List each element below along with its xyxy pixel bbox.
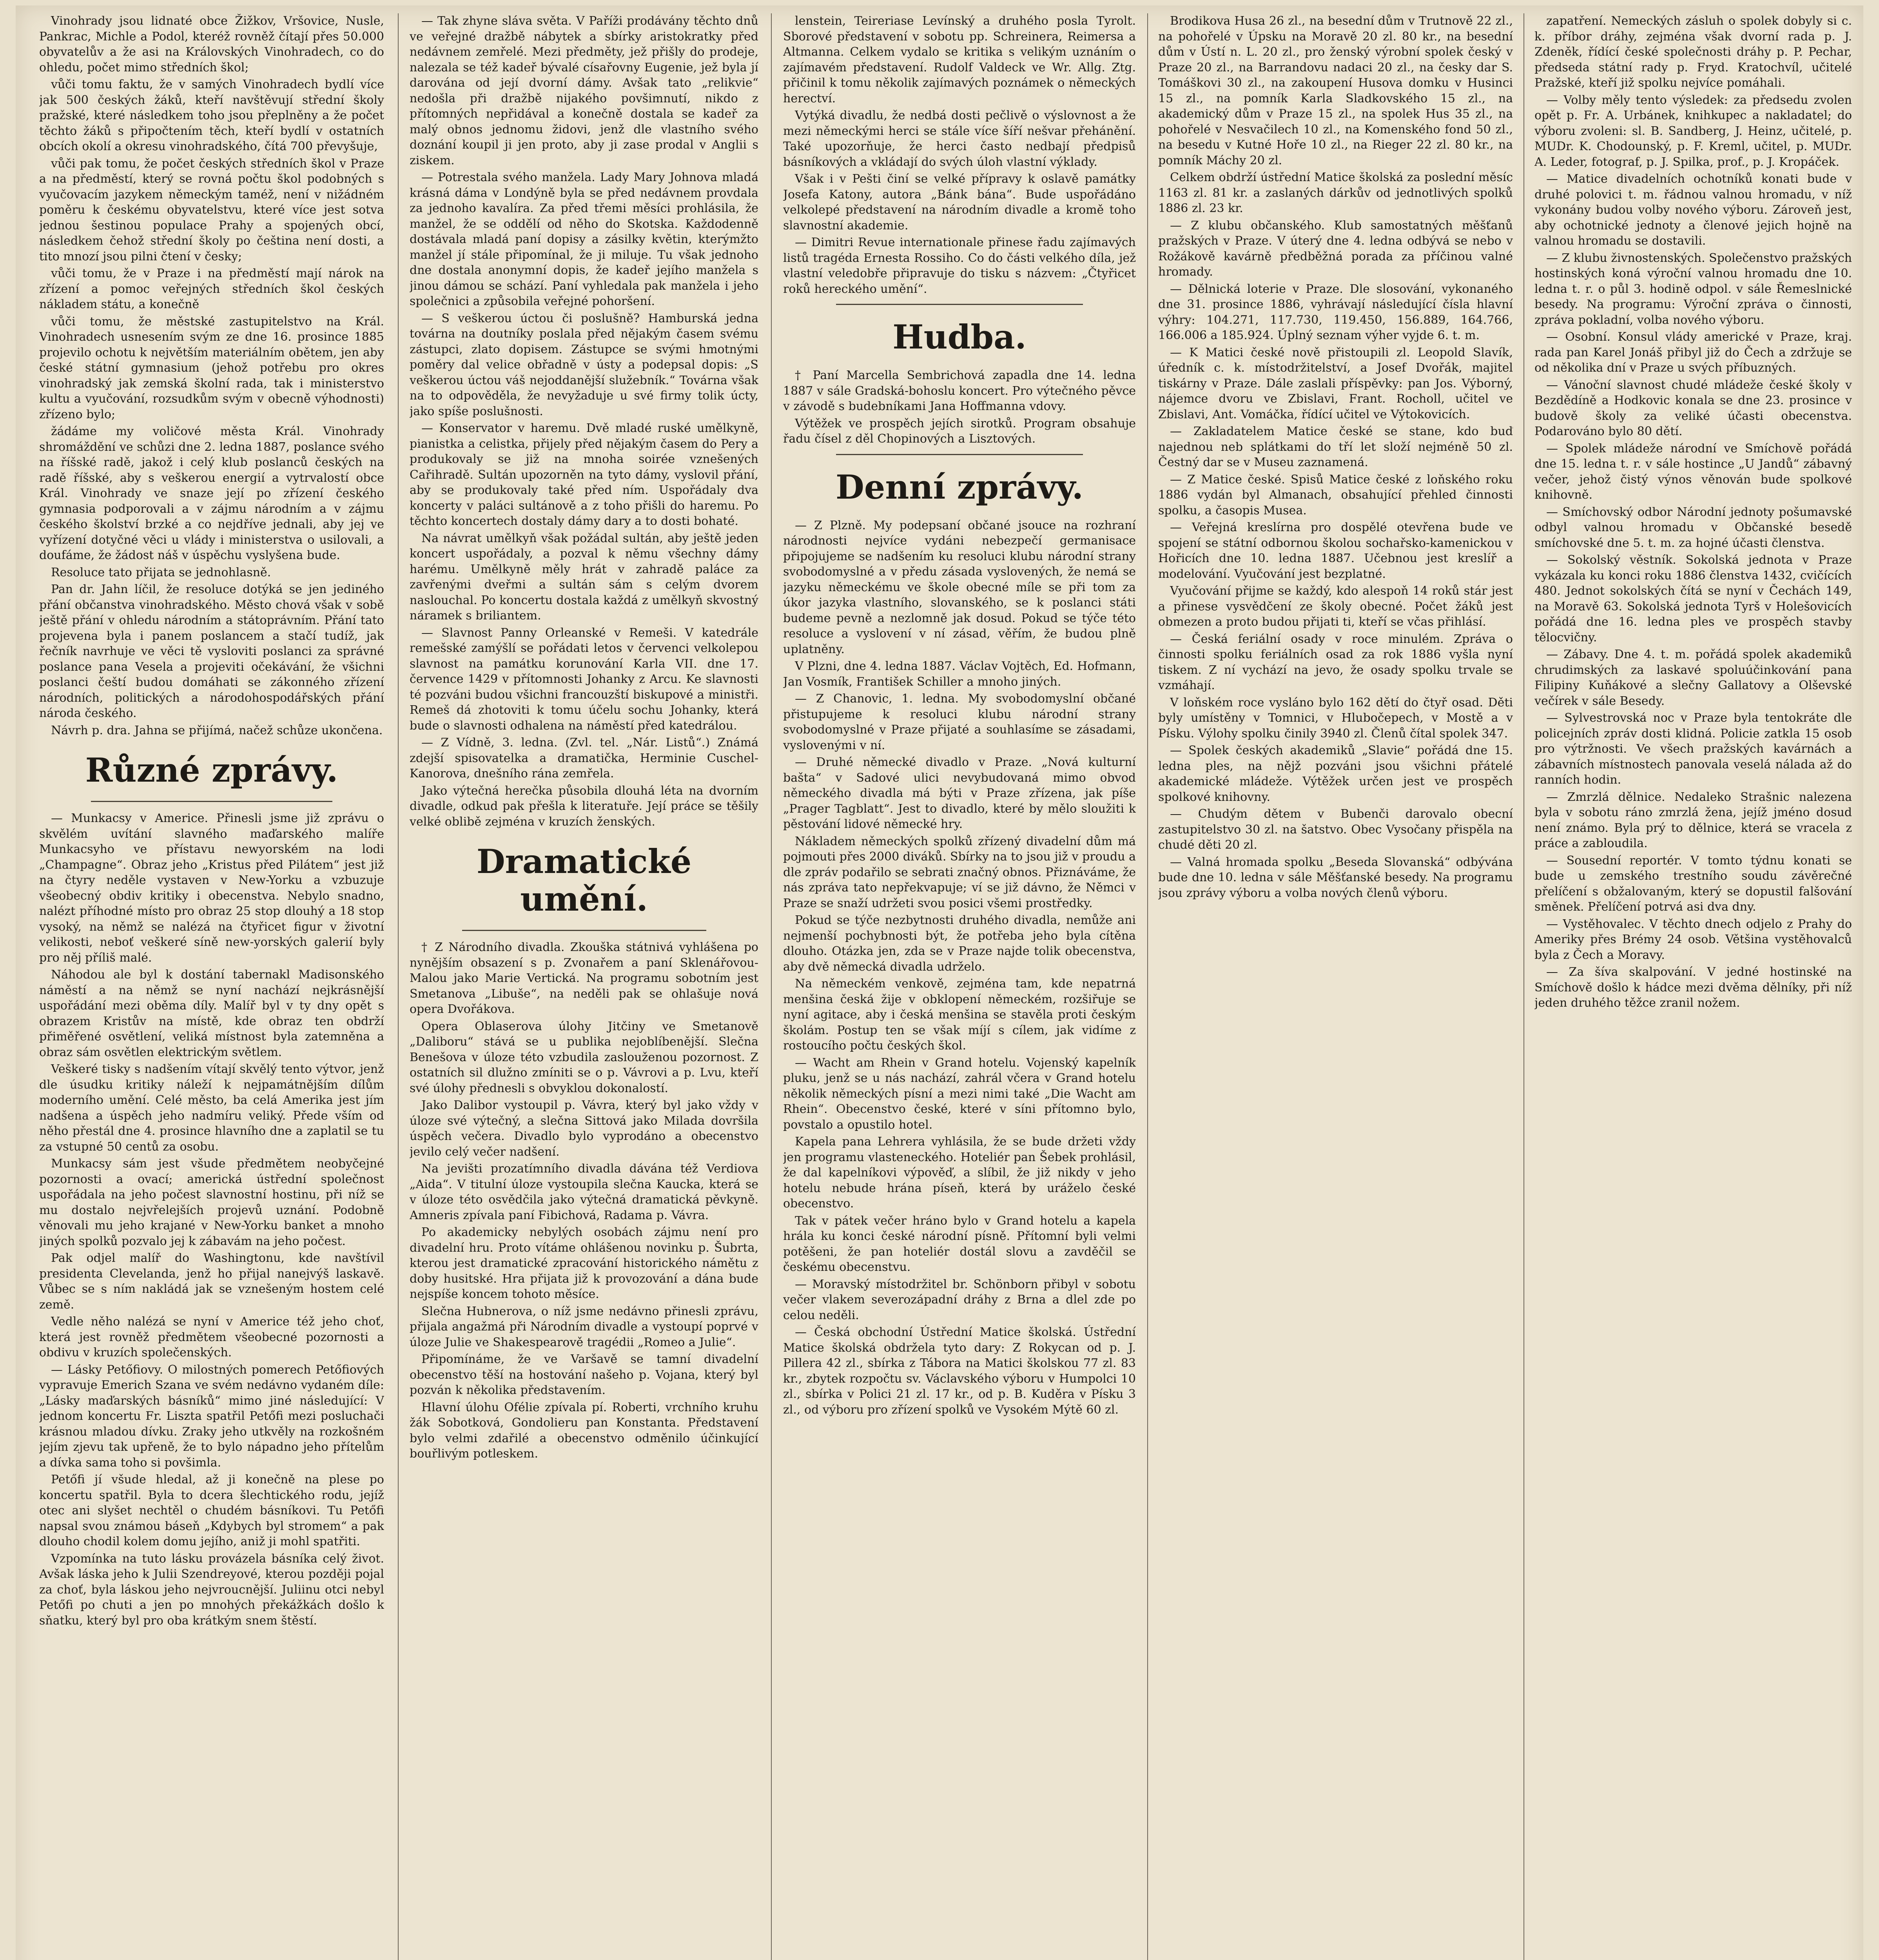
paragraph: Jako výtečná herečka působila dlouhá léta na dvorním divadle, odkud pak přešla k literatuře. Její práce se těšily velké oblibě zejména v kruzích ženských. bbox=[410, 784, 758, 829]
paragraph: Brodikova Husa 26 zl., na besední dům v Trutnově 22 zl., na pohořelé v Úpsku na Moravě 20 zl. 80 kr., na besední dům v Ústí n. L. 20 zl., pro ženský výrobní spolek český v Praze 20 zl., na Barrandovu nadaci 20 zl., na česky dar S. Tomáškovi 30 zl., na zakoupení Husova domku v Husinci 15 zl., na pomník Karla Sladkovského 15 zl., na akademický dům v Praze 15 zl., na spolek Hus 35 zl., na pohořelé v Nesvačilech 10 zl., na Komenského fond 50 zl., na besedu v Kutné Hoře 10 zl., na Rieger 22 zl. 80 kr., na pomník Máchy 20 zl. bbox=[1158, 14, 1513, 167]
paragraph: — Munkacsy v Americe. Přinesli jsme již zprávu o skvělém uvítání slavného maďarského malíře Munkacsyho ve přístavu newyorském na lodi „Champagne“. Obraz jeho „Kristus před Pilátem“ jest již na čtyry neděle vystaven v New-Yorku a vzbuzuje všeobecný obdiv kritiky i obecenstva. Nebylo snadno, nalézt příhodné místo pro obraz 25 stop dlouhý a 18 stop vysoký, na němž se nalézá na čtyřicet figur v životní velikosti, neboť veškeré síně new-yorských galerií byly pro něj příliš malé. bbox=[39, 811, 384, 965]
paragraph: — K Matici české nově přistoupili zl. Leopold Slavík, úředník c. k. místodržitelství, a Josef Dvořák, majitel tiskárny v Praze. Dále zaslali příspěvky: pan Jos. Výborný, nájemce dvoru ve Zbislavi, Frant. Rocholl, učitel ve Zbislavi, Ant. Vomáčka, řídící učitel ve Výtokovicích. bbox=[1158, 345, 1513, 421]
paragraph: — Zábavy. Dne 4. t. m. pořádá spolek akademiků chrudimských za laskavé spoluúčinkování pana Filipiny Kuňákové a slečny Gallatovy a Olševské večírek v sále Besedy. bbox=[1534, 648, 1852, 708]
paragraph: Veškeré tisky s nadšením vítají skvělý tento výtvor, jenž dle úsudku kritiky náleží k nejpamátnějším dílům moderního umění. Celé město, ba celá Amerika jest jím nadšena a úspěch jeho nadmíru veliký. Přede vším od něho přestál dne 4. prosince hlavního dne a zaplatil se tu za vstupné 50 centů za osobu. bbox=[39, 1062, 384, 1154]
paragraph: — Sousední reportér. V tomto týdnu konati se bude u zemského trestního soudu závěrečné přelíčení s obžalovaným, který se dopustil falšování směnek. Přelíčení potrvá asi dva dny. bbox=[1534, 853, 1852, 914]
paragraph: † Paní Marcella Sembrichová zapadla dne 14. ledna 1887 v sále Gradská-bohoslu koncert. Pro výtečného pěvce v závodě s budebníkami Jana Hoffmanna vdovy. bbox=[783, 368, 1136, 413]
paragraph: — Z klubu občanského. Klub samostatných měšťanů pražských v Praze. V úterý dne 4. ledna odbývá se nebo v Rožákově kavárně předběžná porada za příčinou valné hromady. bbox=[1158, 218, 1513, 279]
paragraph: vůči pak tomu, že počet českých středních škol v Praze a na předměstí, který se rovná počtu škol podobných s vyučovacím jazykem německým taméž, není v nižádném poměru k českému obyvatelstvu, které více jest sotva jednou šestinou populace Prahy a spojených obcí, následkem čehož střední školy po čeština není dosti, a tito mnozí jsou pilni čtení v česky; bbox=[39, 156, 384, 263]
paragraph: — Česká obchodní Ústřední Matice školská. Ústřední Matice školská obdržela tyto dary: Z Rokycan od p. J. Pillera 42 zl., sbírka z Tábora na Matici školskou 77 zl. 83 kr., zbytek rozpočtu sv. Václavského výboru v Humpolci 10 zl., sbírka v Polici 21 zl. 17 kr., od p. B. Kuděra v Písku 3 zl., od výboru pro zřízení spolků ve Vysokém Mýtě 60 zl. bbox=[783, 1325, 1136, 1417]
paragraph: — Z Chanovic, 1. ledna. My svobodomyslní občané přistupujeme k resoluci klubu národní strany svobodomyslné v Praze přijaté a souhlasíme se zásadami, vyslovenými v ní. bbox=[783, 692, 1136, 752]
section-heading-ruzne-zpravy: Různé zprávy. bbox=[85, 751, 338, 789]
paragraph: Návrh p. dra. Jahna se přijímá, načež schůze ukončena. bbox=[51, 723, 383, 737]
paragraph: Náhodou ale byl k dostání tabernakl Madisonského náměstí a na němž se nyní nachází nejkrásnější uspořádání mezi oběma díly. Malíř byl v ty dny opět s obrazem Kristův na místě, kde obraz ten obdrží přiměřené osvětlení, veliká místnost byla zatemněna a obraz sám osvětlen elektrickým světlem. bbox=[39, 968, 384, 1059]
paragraph: — Potrestala svého manžela. Lady Mary Johnova mladá krásná dáma v Londýně byla se před nedávnem provdala za jednoho kavalíra. Za před třemi měsíci prohlásila, že manžel, že se oddělí od něho do Skotska. Každodenně dostávala mladá paní dopisy a zásilky květin, kterýmžto manžel jí stále připomínal, že ji miluje. Tu však jednoho dne dostala anonymní dopis, že kadeř jejího manžela s jinou dámou se schází. Paní vyhledala pak manžela i jeho společnici a způsobila veřejné pohoršení. bbox=[410, 171, 758, 308]
paragraph: — Wacht am Rhein v Grand hotelu. Vojenský kapelník pluku, jenž se u nás nachází, zahrál včera v Grand hotelu několik německých písní a mezi nimi také „Die Wacht am Rhein“. Obecenstvo české, které v síni přítomno bylo, povstalo a opustilo hotel. bbox=[783, 1056, 1136, 1132]
paragraph: Kapela pana Lehrera vyhlásila, že se bude držeti vždy jen programu vlasteneckého. Hoteliér pan Šebek prohlásil, že dal kapelníkovi výpověď, a slíbil, že již nikdy v jeho hotelu nebude hrána píseň, která by uráželo české obecenstvo. bbox=[783, 1135, 1136, 1210]
paragraph: žádáme my voličové města Král. Vinohrady shromáždění ve schůzi dne 2. ledna 1887, poslance svého na říšské radě, jakož i celý klub poslanců českých na radě říšské, aby s veškerou energií a vytrvalostí obce Král. Vinohrady ve snaze její po zřízení českého gymnasia podporovali a v zájmu národním a v zájmu českého školství brzké a co nejdříve jednali, aby jej ve vyřízení dotyčné věci u vlády i ministerstva o usilovali, a doufáme, že žádost náš v úspěchu vyslyšena bude. bbox=[39, 425, 384, 562]
paragraph: — Sokolský věstník. Sokolská jednota v Praze vykázala ku konci roku 1886 členstva 1432, cvičících 480. Jednot sokolských čítá se nyní v Čechách 149, na Moravě 63. Sokolská jednota Tyrš v Holešovicích pořádá dne 16. ledna ples ve prospěch stavby tělocvičny. bbox=[1534, 553, 1852, 644]
paragraph: — Konservator v haremu. Dvě mladé ruské umělkyně, pianistka a celistka, přijely před nějakým časem do Pery a produkovaly se již na mnoha soirée vznešených Cařihradě. Sultán upozorněn na tyto dámy, vyslovil přání, aby se produkovaly také před ním. Uspořádaly dva koncerty v paláci sultánově a z toho přišli do haremu. Po těchto koncertech dostaly dámy dary a to dosti bohaté. bbox=[410, 421, 758, 528]
paragraph: — Matice divadelních ochotníků konati bude v druhé polovici t. m. řádnou valnou hromadu, v níž vykonány budou volby nového výboru. Zároveň jest, aby ochotnické jednoty a členové jejich hojně na valnou hromadu se dostavili. bbox=[1534, 172, 1852, 248]
paragraph: — Zmrzlá dělnice. Nedaleko Strašnic nalezena byla v sobotu ráno zmrzlá žena, jejíž jméno dosud není známo. Byla prý to dělnice, která se vracela z práce a zabloudila. bbox=[1534, 790, 1852, 850]
divider bbox=[836, 304, 1083, 305]
paragraph: Výtěžek ve prospěch jejích sirotků. Program obsahuje řadu čísel z děl Chopinových a Lisztových. bbox=[783, 416, 1136, 446]
paragraph: zapatření. Nemeckých zásluh o spolek dobyly si c. k. příbor dráhy, zejména však dvorní rada p. J. Zdeněk, řídící české společnosti dráhy p. P. Pechar, předseda státní rady p. Fryd. Kratochvíl, učitelé Pražské, kteří již spolku nejvíce pomáhali. bbox=[1534, 14, 1852, 90]
paragraph: Hlavní úlohu Ofélie zpívala pí. Roberti, vrchního kruhu žák Sobotková, Gondolieru pan Konstanta. Představení bylo velmi zdařilé a obecenstvo odměnilo účinkující bouřlivým potleskem. bbox=[410, 1400, 758, 1461]
paragraph: vůči tomu faktu, že v samých Vinohradech bydlí více jak 500 českých žáků, kteří navštěvují střední školy pražské, které následkem toho jsou přeplněny a že počet těchto žáků s připočtením těch, kteří bydlí v ostatních obcích okolí a okresu vinohradského, čítá 700 převyšuje, bbox=[39, 78, 384, 153]
paragraph: Vyučování přijme se každý, kdo alespoň 14 roků stár jest a přinese vysvědčení ze školy obecné. Počet žáků jest obmezen a proto budou přijati ti, kteří se včas přihlásí. bbox=[1158, 584, 1513, 629]
paragraph: — Slavnost Panny Orleanské v Remeši. V katedrále remešské zamýšlí se pořádati letos v červenci velkolepou slavnost na památku korunování Karla VII. dne 17. července 1429 v přítomnosti Johanky z Arcu. Ke slavnosti té pozváni budou všichni francouzští biskupové a ministři. Remeš dá zhotoviti k tomu účelu sochu Johanky, která bude o slavnosti odhalena na náměstí před katedrálou. bbox=[410, 626, 758, 733]
paragraph: — Valná hromada spolku „Beseda Slovanská“ odbývána bude dne 10. ledna v sále Měšťanské besedy. Na programu jsou zprávy výboru a volba nových členů výboru. bbox=[1158, 855, 1513, 900]
paragraph: — Volby měly tento výsledek: za předsedu zvolen opět p. Fr. A. Urbánek, knihkupec a nakladatel; do výboru zvoleni: sl. B. Sandberg, J. Heinz, učitelé, p. MUDr. K. Chodounský, p. F. Kreml, učitel, p. MUDr. A. Leder, fotograf, p. J. Spilka, prof., p. J. Kropáček. bbox=[1534, 93, 1852, 169]
paragraph: Pan dr. Jahn líčil, že resoluce dotýká se jen jediného přání občanstva vinohradského. Město chová však v sobě ještě přání v ohledu národním a státoprávním. Přání tato projevena byla i panem poslancem a stačí tudíž, jak řečník navrhuje ve věci tě vysloviti poslanci za správné poslance pana Vesela a projeviti očekávání, že všichni poslanci čeští budou domáhati se zákonného zřízení národních, politických a národohospodářských přání národa českého. bbox=[39, 583, 384, 720]
paragraph: Celkem obdrží ústřední Matice školská za poslední měsíc 1163 zl. 81 kr. a zaslaných dárkův od jednotlivých spolků 1886 zl. 23 kr. bbox=[1158, 171, 1513, 215]
paragraph: Pak odjel malíř do Washingtonu, kde navštívil presidenta Clevelanda, jenž ho přijal nanejvýš laskavě. Vůbec se s ním nakládá jak se vznešeným hostem celé země. bbox=[39, 1251, 384, 1312]
paragraph: — Sylvestrovská noc v Praze byla tentokráte dle policejních zpráv dosti klidná. Policie zatkla 15 osob pro výtržnosti. Ve všech pražských kavárnách a zábavních místnostech panovala veselá nálada až do ranních hodin. bbox=[1534, 711, 1852, 787]
paragraph: Však i v Pešti činí se velké přípravy k oslavě památky Josefa Katony, autora „Bánk bána“. Bude uspořádáno velkolepé představení na národním divadle a kromě toho slavnostní akademie. bbox=[783, 172, 1136, 232]
paragraph: — Druhé německé divadlo v Praze. „Nová kulturní bašta“ v Sadové ulici nevybudovaná mimo obvod německého divadla má býti v Praze zřízena, jak píše „Prager Tagblatt“. Jest to divadlo, které by mělo sloužiti k pěstování lidové německé hry. bbox=[783, 755, 1136, 831]
paragraph: Pokud se týče nezbytnosti druhého divadla, nemůže ani nejmenší pochybnosti být, že potřeba jeho byla cítěna dlouho. Otázka jen, zda se v Praze najde tolik obecenstva, aby dvě německá divadla udrželo. bbox=[783, 913, 1136, 974]
divider bbox=[836, 454, 1083, 455]
column-rule bbox=[398, 13, 399, 1960]
paragraph: — Dělnická loterie v Praze. Dle slosování, vykonaného dne 31. prosince 1886, vyhrávají následující čísla hlavní výhry: 104.271, 117.730, 119.450, 156.889, 164.766, 166.006 a 185.924. Úplný seznam výher vyjde 6. t. m. bbox=[1158, 282, 1513, 342]
paragraph: † Z Národního divadla. Zkouška státnivá vyhlášena po nynějším obsazení s p. Zvonařem a paní Sklenářovou-Malou jako Marie Vertická. Na programu sobotním jest Smetanova „Libuše“, na neděli pak se ohlašuje nová opera Dvořákova. bbox=[410, 940, 758, 1016]
paragraph: — Chudým dětem v Bubenči darovalo obecní zastupitelstvo 30 zl. na šatstvo. Obec Vysočany přispěla na chudé děti 20 zl. bbox=[1158, 807, 1513, 852]
column-3 bbox=[783, 13, 1136, 1960]
column-4 bbox=[1158, 13, 1513, 1960]
paragraph: Nákladem německých spolků zřízený divadelní dům má pojmouti přes 2000 diváků. Sbírky na to jsou již v proudu a dle zpráv podařilo se sebrati značný obnos. Přiznáváme, že nás zpráva tato nepřekvapuje; ví se již dávno, že Němci v Praze se snaží udržeti svou posici všemi prostředky. bbox=[783, 834, 1136, 910]
section-heading-dramaticke-umeni: Dramatické umění. bbox=[476, 842, 692, 918]
paragraph: — Moravský místodržitel br. Schönborn přibyl v sobotu večer vlakem severozápadní dráhy z Brna a dlel zde po celou neděli. bbox=[783, 1277, 1136, 1322]
paragraph: — Z Plzně. My podepsaní občané jsouce na rozhraní národnosti nejvíce vydáni nebezpečí germanisace připojujeme se nadšením ku resoluci klubu národní strany svobodomyslné a v předu zásada vyslovených, že nemá se jazyku německému ve škole obecné míle se při tom za úkor jazyka vlastního, slovanského, se k poslanci státi budeme pevně a nezlomně jak dosud. Pokud se týče této resoluce a vyslovení v ní zásad, věřím, že budou plně uplatněny. bbox=[783, 518, 1136, 656]
paragraph: Vytýká divadlu, že nedbá dosti pečlivě o výslovnost a že mezi německými herci se stále více šíří nešvar přehánění. Také upozorňuje, že herci často nedbají předpisů básníkových a vkládají do svých úloh vlastní výklady. bbox=[783, 109, 1136, 169]
paragraph: vůči tomu, že městské zastupitelstvo na Král. Vinohradech usnesením svým ze dne 16. prosince 1885 projevilo ochotu k největším materiálním obětem, jen aby české státní gymnasium (jehož potřebu pro okres vinohradský jak zemská školní rada, tak i ministerstvo kultu a vyučování, rozsudkům svým v obecně výhodnosti) zřízeno bylo; bbox=[39, 314, 384, 421]
paragraph: Petőfi jí všude hledal, až ji konečně na plese po koncertu spatřil. Byla to dcera šlechtického rodu, jejíž otec ani slyšet nechtěl o chudém básníkovi. Tu Petőfi napsal svou známou báseň „Kdybych byl stromem“ a pak dlouho chodil kolem domu jejího, aniž ji mohl spatřiti. bbox=[39, 1473, 384, 1548]
section-heading-denni-zpravy: Denní zprávy. bbox=[836, 467, 1083, 506]
paragraph: Vedle něho nalézá se nyní v Americe též jeho choť, která jest rovněž předmětem všeobecné pozornosti a obdivu v kruzích společenských. bbox=[39, 1315, 384, 1359]
paragraph: — Osobní. Konsul vlády americké v Praze, kraj. rada pan Karel Jonáš přibyl již do Čech a zdržuje se od několika dní v Praze u svých příbuzných. bbox=[1534, 330, 1852, 375]
paragraph: Na návrat umělkyň však požádal sultán, aby ještě jeden koncert uspořádaly, a pozval k němu všechny dámy harému. Umělkyně měly hrát v zahradě paláce za zavřenými dveřmi a sultán sám s celým dvorem naslouchal. Po koncertu dostala každá z umělkyň skvostný náramek s briliantem. bbox=[410, 531, 758, 622]
paragraph: — Vánoční slavnost chudé mládeže české školy v Bezdědíně a Hodkovic konala se dne 23. prosince v budově školy za veliké účasti obecenstva. Podarováno bylo 80 dětí. bbox=[1534, 378, 1852, 438]
paragraph: vůči tomu, že v Praze i na předměstí mají nárok na zřízení a pomoc veřejných středních škol českých nákladem státu, a konečně bbox=[39, 267, 384, 311]
divider bbox=[91, 801, 332, 802]
newspaper-page bbox=[16, 5, 1863, 1960]
paragraph: Resoluce tato přijata se jednohlasně. bbox=[51, 565, 271, 579]
paragraph: V Plzni, dne 4. ledna 1887. Václav Vojtěch, Ed. Hofmann, Jan Vosmík, František Schiller a mnoho jiných. bbox=[783, 659, 1136, 689]
paragraph: lenstein, Teireriase Levínský a druhého posla Tyrolt. Sborové představení v sobotu pp. Schreinera, Reimersa a Altmanna. Celkem vydalo se kritika s velikým uznáním o zajímavém představení. Rudolf Valdeck ve Wr. Allg. Ztg. přičinil k tomu několik zajímavých poznámek o německých herectví. bbox=[783, 14, 1136, 105]
paragraph: — Z klubu živnostenských. Společenstvo pražských hostinských koná výroční valnou hromadu dne 10. ledna t. r. o půl 3. hodině odpol. v sále Řemeslnické besedy. Na programu: Výroční zpráva o činnosti, zpráva pokladní, volba nového výboru. bbox=[1534, 251, 1852, 327]
paragraph: — Česká feriální osady v roce minulém. Zpráva o činnosti spolku feriálních osad za rok 1886 vyšla nyní tiskem. Z ní vychází na jevo, že osady spolku trvale se vzmáhají. bbox=[1158, 632, 1513, 692]
column-rule bbox=[771, 13, 772, 1960]
paragraph: — Lásky Petőfiovy. O milostných pomerech Petőfiových vypravuje Emerich Szana ve svém nedávno vydaném díle: „Lásky maďarských básníků“ mimo jiné následující: V jednom koncertu Fr. Liszta spatřil Petőfi mezi posluchači krásnou mladou dívku. Zraky jeho utkvěly na rozkošném jejím zjevu tak upřeně, že to bylo nápadno jeho přítelům a dívka sama toho si povšimla. bbox=[39, 1363, 384, 1470]
column-1 bbox=[39, 13, 384, 1960]
paragraph: — Z Vídně, 3. ledna. (Zvl. tel. „Nár. Listů“.) Známá zdejší spisovatelka a dramatička, Herminie Cuschel-Kanorova, dnešního rána zemřela. bbox=[410, 736, 758, 780]
paragraph: — Z Matice české. Spisů Matice české z loňského roku 1886 vydán byl Almanach, obsahující přehled činnosti spolku, a časopis Musea. bbox=[1158, 472, 1513, 517]
paragraph: Vinohrady jsou lidnaté obce Žižkov, Vršovice, Nusle, Pankrac, Michle a Podol, kteréž rovněž čítají přes 50.000 obyvatelův a že asi na Královských Vinohradech, co do ohledu, počet mimo středních škol; bbox=[39, 14, 384, 74]
paragraph: — Spolek českých akademiků „Slavie“ pořádá dne 15. ledna ples, na nějž pozváni jsou všichni přátelé akademické mládeže. Výtěžek určen jest ve prospěch spolkové knihovny. bbox=[1158, 744, 1513, 804]
section-heading-hudba: Hudba. bbox=[892, 318, 1027, 356]
paragraph: Vzpomínka na tuto lásku provázela básníka celý život. Avšak láska jeho k Julii Szendreyové, kterou později pojal za choť, byla láskou jeho nejvroucnější. Juliinu otci nebyl Petőfi po chuti a jen po mnohých překážkách došlo k sňatku, který byl pro oba krátkým snem štěstí. bbox=[39, 1552, 384, 1628]
paragraph: — Dimitri Revue internationale přinese řadu zajímavých listů tragéda Ernesta Rossiho. Co do části velkého díla, jež vlastní veledobře připravuje do tisku s názvem: „Čtyřicet roků hereckého umění“. bbox=[783, 236, 1136, 296]
paragraph: Připomínáme, že ve Varšavě se tamní divadelní obecenstvo těší na hostování našeho p. Vojana, který byl pozván k několika představením. bbox=[410, 1352, 758, 1397]
paragraph: — Veřejná kreslírna pro dospělé otevřena bude ve spojení se státní odbornou školou sochařsko-kamenickou v Hořicích dne 10. ledna 1887. Učebnou jest kreslíř a modelování. Vyučování jest bezplatné. bbox=[1158, 521, 1513, 581]
paragraph: — Spolek mládeže národní ve Smíchově pořádá dne 15. ledna t. r. v sále hostince „U Jandů“ zábavný večer, jehož čistý výnos věnován bude spolkové knihovně. bbox=[1534, 441, 1852, 502]
paragraph: Na německém venkově, zejména tam, kde nepatrná menšina česká žije v obklopení německém, rozšiřuje se nyní agitace, aby i česká menšina se stavěla proti českým školám. Postup ten se však míjí s cílem, jak vidíme z rostoucího počtu českých škol. bbox=[783, 977, 1136, 1053]
column-2 bbox=[410, 13, 758, 1960]
paragraph: — S veškerou úctou či poslušně? Hamburská jedna továrna na doutníky poslala před nějakým časem svému zástupci, zlato dopisem. Zástupce se svými hmotnými poměry dal velice obřadně v ústy a podepsal dopis: „S veškerou úctou váš nejoddanější služebník.“ Továrna však na to odpověděla, že nevyžaduje u své firmy tolik úcty, jako spíše poslušnosti. bbox=[410, 311, 758, 418]
column-rule bbox=[1147, 13, 1148, 1960]
paragraph: Po akademicky nebylých osobách zájmu není pro divadelní hru. Proto vítáme ohlášenou novinku p. Šubrta, kterou jest dramatické zpracování historického námětu z doby husitské. Hra přijata již k provozování a dána bude nejspíše koncem tohoto měsíce. bbox=[410, 1225, 758, 1301]
column-5 bbox=[1534, 13, 1852, 1960]
paragraph: Na jevišti prozatímního divadla dávána též Verdiova „Aida“. V titulní úloze vystoupila slečna Kaucka, která se v úloze této osvědčila jako výtečná dramatická pěvkyně. Amneris zpívala paní Fibichová, Radama p. Vávra. bbox=[410, 1162, 758, 1222]
paragraph: — Tak zhyne sláva světa. V Paříži prodávány těchto dnů ve veřejné dražbě nábytek a sbírky aristokratky před nedávnem zemřelé. Mezi předměty, jež přišly do prodeje, nalezala se též kadeř bývalé císařovny Eugenie, jež byla jí darována od její dvorní dámy. Avšak tato „relikvie“ nedošla při dražbě nijakého povšimnutí, nikdo z přítomných nepřidával a konečně dostala se kadeř za malý obnos jednomu židovi, jenž dle vlastního svého doznání koupil ji jen proto, aby ji zase prodal v Anglii s ziskem. bbox=[410, 14, 758, 167]
paragraph: — Vystěhovalec. V těchto dnech odjelo z Prahy do Ameriky přes Brémy 24 osob. Většina vystěhovalců byla z Čech a Moravy. bbox=[1534, 917, 1852, 962]
paragraph: Jako Dalibor vystoupil p. Vávra, který byl jako vždy v úloze své výtečný, a slečna Sittová jako Milada dovršila úspěch večera. Divadlo bylo vyprodáno a obecenstvo jevilo celý večer nadšení. bbox=[410, 1098, 758, 1159]
paragraph: Opera Oblaserova úlohy Jitčiny ve Smetanově „Daliboru“ stává se u publika nejoblíbenější. Slečna Benešova v úloze této vzbudila zaslouženou pozornost. Z ostatních sil dlužno zmíniti se o p. Vávrovi a p. Lvu, kteří své úlohy přednesli s obvyklou dokonalostí. bbox=[410, 1019, 758, 1095]
paragraph: — Za šíva skalpování. V jedné hostinské na Smíchově došlo k hádce mezi dvěma dělníky, při níž jeden druhého těžce zranil nožem. bbox=[1534, 965, 1852, 1010]
paragraph: V loňském roce vysláno bylo 162 dětí do čtyř osad. Děti byly umístěny v Tomnici, v Hlubočepech, v Mostě a v Písku. Výlohy spolku činily 3940 zl. Členů čítal spolek 347. bbox=[1158, 695, 1513, 740]
divider bbox=[462, 930, 706, 931]
paragraph: — Zakladatelem Matice české se stane, kdo buď najednou neb splátkami do tří let složí nejméně 50 zl. Čestný dar se v Museu zaznamená. bbox=[1158, 425, 1513, 469]
paragraph: Munkacsy sám jest všude předmětem neobyčejné pozornosti a ovací; americká ústřední společnost uspořádala na jeho počest slavnostní hostinu, při níž se mu dostalo nejvřelejších projevů uznání. Podobně věnovali mu jeho krajané v New-Yorku banket a mnoho jiných spolků pozvalo jej k zábavám na jeho počest. bbox=[39, 1157, 384, 1248]
paragraph: — Smíchovský odbor Národní jednoty pošumavské odbyl valnou hromadu v Občanské besedě smíchovské dne 5. t. m. za hojné účasti členstva. bbox=[1534, 505, 1852, 550]
paragraph: Slečna Hubnerova, o níž jsme nedávno přinesli zprávu, přijala angažmá při Národním divadle a vystoupí poprvé v úloze Julie ve Shakespearově tragédii „Romeo a Julie“. bbox=[410, 1304, 758, 1349]
paragraph: Tak v pátek večer hráno bylo v Grand hotelu a kapela hrála ku konci české národní písně. Přítomní byli velmi potěšeni, že pan hoteliér dostál slovu a zavděčil se českému obecenstvu. bbox=[783, 1214, 1136, 1274]
